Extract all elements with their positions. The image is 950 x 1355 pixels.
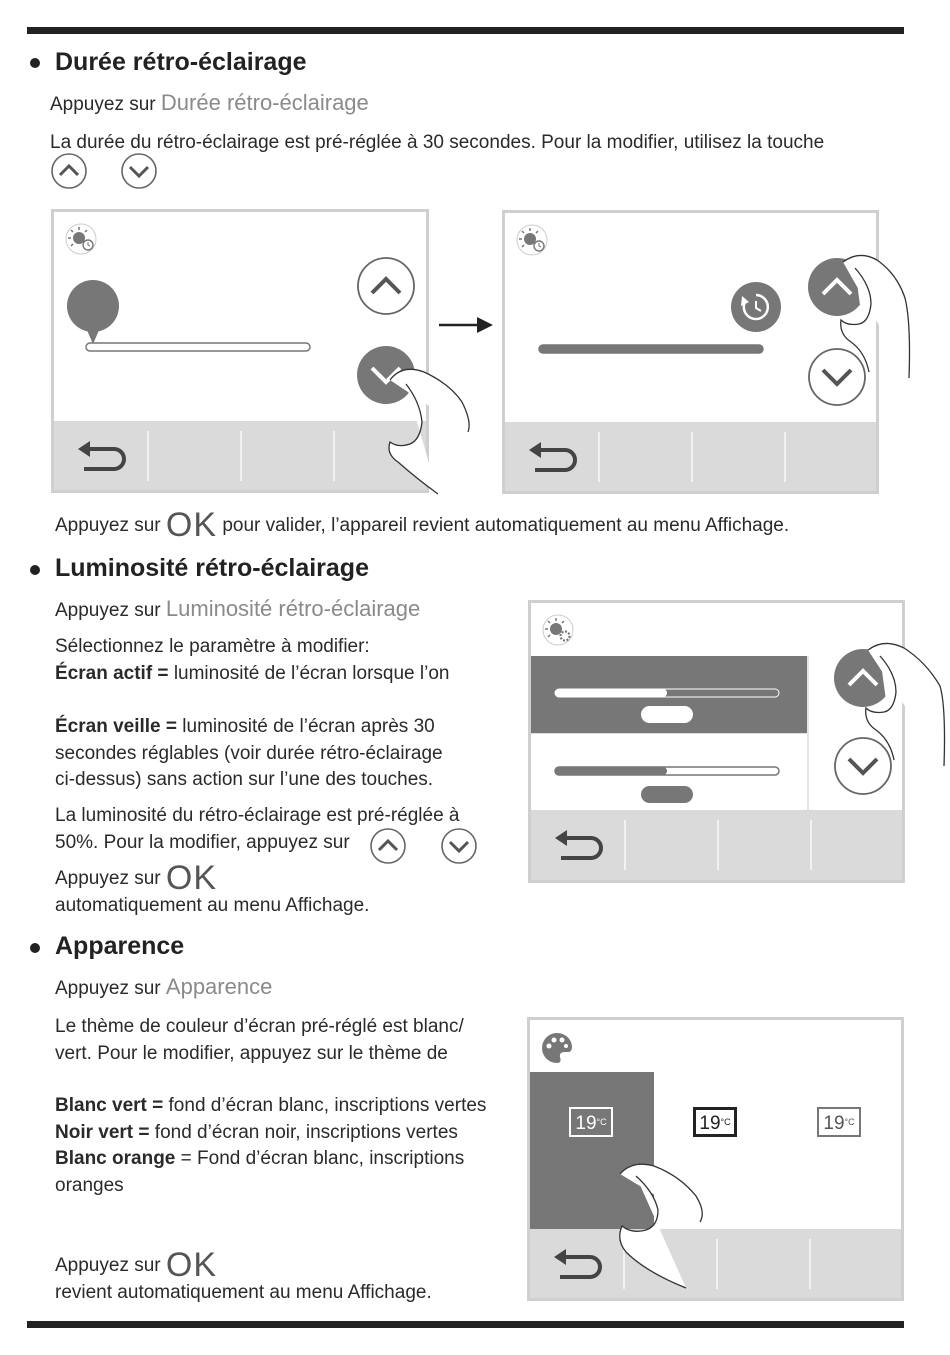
backlight-timer-icon bbox=[62, 222, 102, 258]
back-icon[interactable] bbox=[550, 1247, 608, 1281]
press-line-luminosite: Appuyez sur Luminosité rétro-éclairage bbox=[55, 596, 421, 621]
palette-icon bbox=[538, 1030, 578, 1066]
bottom-rule bbox=[27, 1321, 904, 1328]
press-line-duree: Appuyez sur Durée rétro-éclairage bbox=[50, 90, 369, 115]
active-screen-row[interactable] bbox=[531, 656, 807, 733]
bottom-bar bbox=[505, 422, 876, 491]
screen-duree-after bbox=[502, 210, 879, 494]
bottom-bar bbox=[531, 810, 902, 880]
bullet bbox=[30, 58, 40, 68]
bullet bbox=[30, 565, 40, 575]
bullet bbox=[30, 943, 40, 953]
hand-icon bbox=[835, 252, 913, 382]
top-rule bbox=[27, 27, 904, 34]
screen-luminosite bbox=[528, 600, 905, 883]
theme-options: Blanc vert = fond d’écran blanc, inscriptions vertes Noir vert = fond d’écran noir, inscriptions vertes Blanc orange = Fond d’écran blanc, inscriptions oranges bbox=[55, 1095, 487, 1196]
hand-icon bbox=[612, 1160, 707, 1292]
section-title-duree: Durée rétro-éclairage bbox=[55, 48, 307, 76]
backlight-settings-icon bbox=[539, 613, 579, 649]
arrow-right-icon bbox=[437, 315, 495, 335]
screen-duree-before bbox=[51, 209, 429, 493]
desc-luminosite: Sélectionnez le paramètre à modifier: Écran actif = luminosité de l’écran lorsque l’on bbox=[55, 636, 450, 684]
validate-line-luminosite: Appuyez sur OK automatiquement au menu Affichage. bbox=[55, 859, 370, 916]
theme-tile-blanc-orange[interactable] bbox=[778, 1072, 902, 1232]
sleep-brightness-slider[interactable] bbox=[553, 764, 783, 778]
section-title-apparence: Apparence bbox=[55, 932, 185, 960]
tile-display: $19^{^\circ C}$ bbox=[693, 1107, 737, 1137]
inline-up-icon bbox=[50, 153, 88, 189]
tile-display: $19^{^\circ C}$ bbox=[569, 1107, 613, 1137]
up-button[interactable] bbox=[356, 256, 416, 316]
sleep-value-pill bbox=[641, 786, 693, 803]
active-brightness-slider[interactable] bbox=[553, 686, 783, 700]
back-icon[interactable] bbox=[525, 440, 583, 474]
inline-down-icon bbox=[120, 153, 158, 189]
tile-display: $19^{^\circ C}$ bbox=[817, 1107, 861, 1137]
sleep-screen-row[interactable] bbox=[531, 733, 807, 814]
press-line-apparence: Appuyez sur Apparence bbox=[55, 974, 273, 999]
bottom-bar bbox=[530, 1229, 901, 1298]
ok-label: OK bbox=[165, 506, 218, 544]
hand-icon bbox=[380, 362, 475, 497]
hand-icon bbox=[860, 640, 948, 770]
desc-apparence: Le thème de couleur d’écran pré-réglé est blanc/ vert. Pour le modifier, appuyez sur le thème de bbox=[55, 1016, 464, 1064]
ok-label: OK bbox=[165, 859, 218, 897]
validate-line-apparence: Appuyez sur OK revient automatiquement au menu Affichage. bbox=[55, 1246, 432, 1303]
bottom-bar bbox=[54, 421, 426, 490]
screen-apparence bbox=[527, 1017, 904, 1301]
duree-slider-full[interactable] bbox=[537, 342, 767, 356]
timer-icon bbox=[730, 281, 782, 333]
backlight-timer-icon bbox=[513, 223, 553, 259]
duree-slider[interactable] bbox=[84, 340, 314, 354]
inline-down-icon bbox=[440, 828, 478, 864]
desc-veille: Écran veille = luminosité de l’écran après 30 secondes réglables (voir durée rétro-éclairage ci-dessus) sans action sur l’une des touches. bbox=[55, 716, 443, 790]
desc-preset: La luminosité du rétro-éclairage est pré-réglée à 50%. Pour la modifier, appuyez sur bbox=[55, 805, 460, 853]
desc-duree: La durée du rétro-éclairage est pré-réglée à 30 secondes. Pour la modifier, utilisez la touche bbox=[50, 132, 825, 153]
inline-up-icon bbox=[369, 828, 407, 864]
active-value-pill bbox=[641, 706, 693, 723]
ok-label: OK bbox=[165, 1246, 218, 1284]
back-icon[interactable] bbox=[551, 828, 609, 862]
validate-line-duree: Appuyez sur OK pour valider, l’appareil revient automatiquement au menu Affichage. bbox=[55, 506, 790, 544]
back-icon[interactable] bbox=[74, 439, 132, 473]
section-title-luminosite: Luminosité rétro-éclairage bbox=[55, 554, 369, 582]
